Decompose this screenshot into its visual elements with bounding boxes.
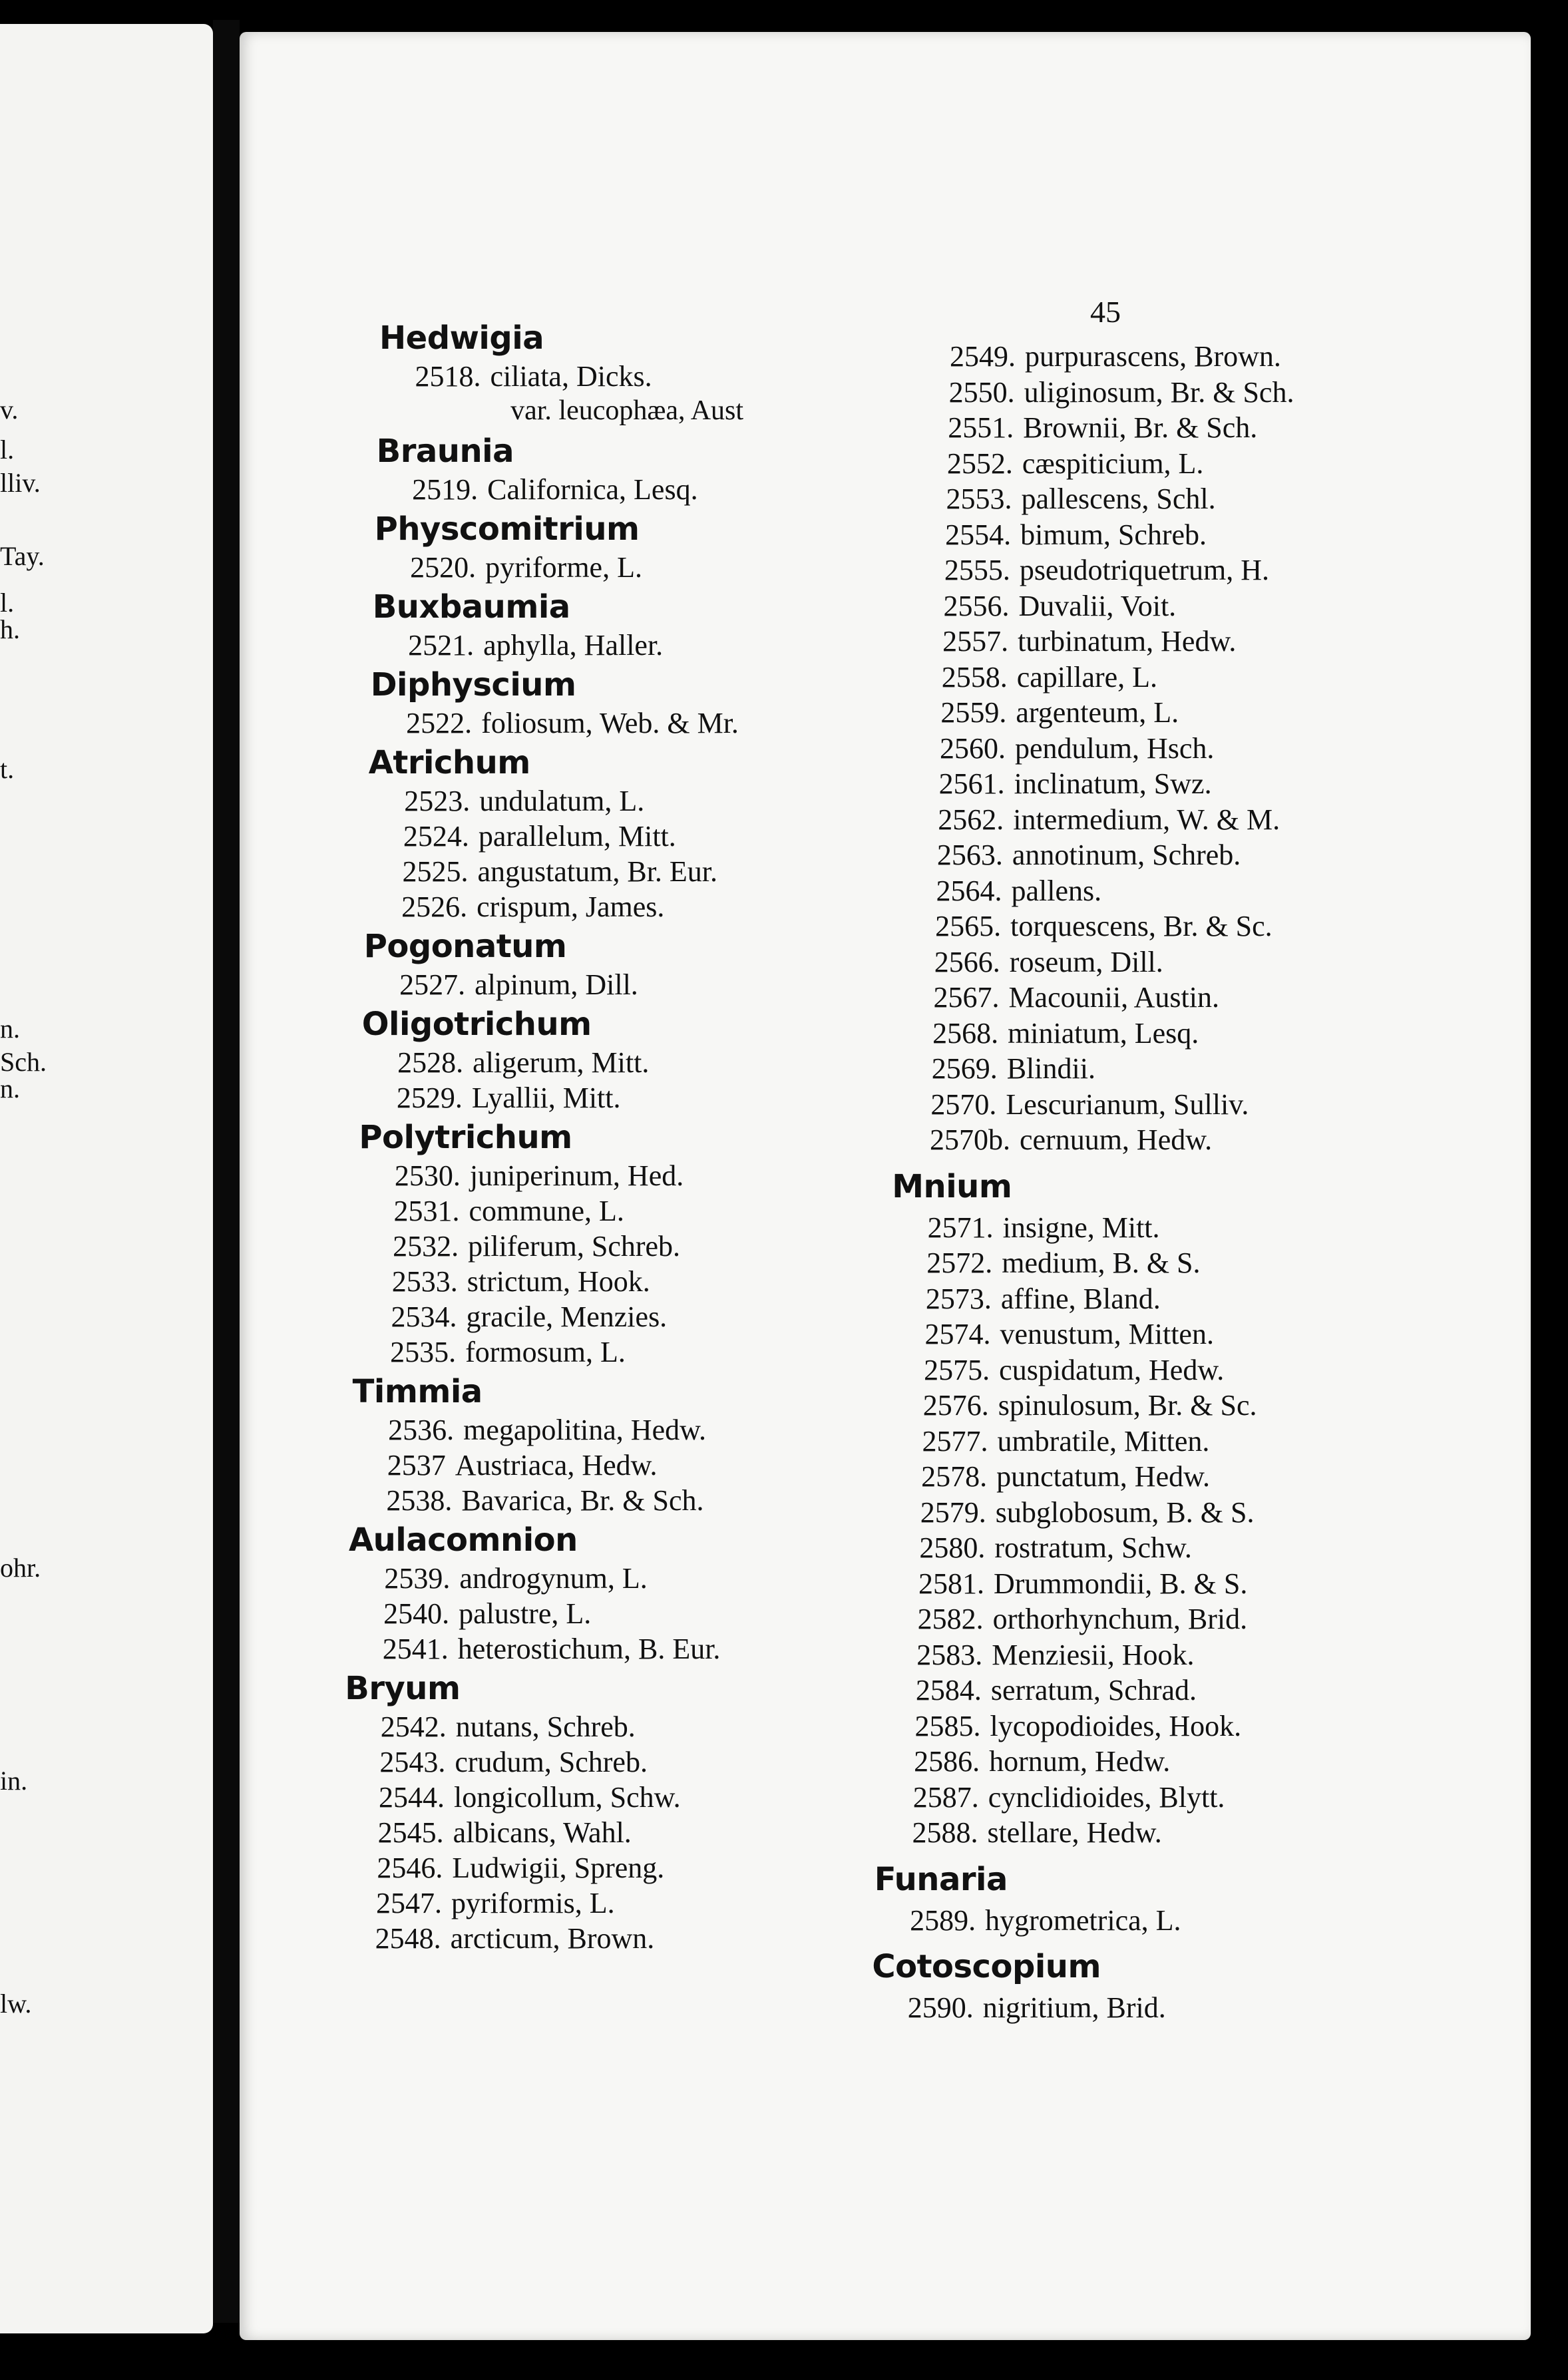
genus-heading: Polytrichum bbox=[359, 1119, 572, 1156]
species-number: 2561. bbox=[938, 767, 1005, 800]
species-number: 2546. bbox=[377, 1852, 443, 1884]
genus-heading: Diphyscium bbox=[370, 666, 576, 703]
species-name: megapolitina, Hedw. bbox=[463, 1414, 707, 1446]
species-name: rostratum, Schw. bbox=[994, 1531, 1192, 1564]
species-number: 2550. bbox=[948, 375, 1015, 409]
species-number: 2587. bbox=[912, 1780, 979, 1814]
species-number: 2589. bbox=[910, 1903, 976, 1937]
species-entry bbox=[406, 706, 739, 740]
genus-heading: Buxbaumia bbox=[372, 588, 570, 626]
species-number: 2564. bbox=[936, 874, 1002, 907]
species-name: foliosum, Web. & Mr. bbox=[481, 707, 739, 739]
species-name: aphylla, Haller. bbox=[483, 629, 664, 662]
species-number: 2583. bbox=[916, 1638, 983, 1671]
book-gutter bbox=[213, 20, 240, 2323]
species-entry bbox=[915, 1709, 1242, 1743]
species-name: Drummondii, B. & S. bbox=[993, 1567, 1248, 1600]
species-entry bbox=[932, 1052, 1095, 1086]
species-name: arcticum, Brown. bbox=[450, 1922, 655, 1955]
species-name: crispum, James. bbox=[477, 891, 665, 923]
species-entry bbox=[397, 1046, 649, 1080]
species-number: 2582. bbox=[917, 1603, 984, 1635]
species-entry bbox=[949, 375, 1294, 409]
species-number: 2545. bbox=[377, 1816, 444, 1849]
species-number: 2524. bbox=[403, 820, 469, 853]
left-page-fragment: Sch. bbox=[0, 1047, 47, 1077]
left-page-fragment: l. bbox=[0, 435, 15, 465]
species-name: Lyallii, Mitt. bbox=[471, 1082, 621, 1114]
species-number: 2530. bbox=[394, 1159, 461, 1192]
species-entry bbox=[391, 1300, 667, 1334]
species-name: Duvalii, Voit. bbox=[1018, 589, 1177, 622]
species-entry bbox=[942, 624, 1236, 658]
species-name: Blindii. bbox=[1006, 1052, 1095, 1085]
species-number: 2543. bbox=[379, 1746, 446, 1778]
species-entry bbox=[910, 1903, 1181, 1937]
left-page-fragment: n. bbox=[0, 1074, 20, 1103]
species-name: Californica, Lesq. bbox=[487, 473, 698, 506]
species-name: Lescurianum, Sulliv. bbox=[1006, 1088, 1249, 1121]
species-number: 2542. bbox=[380, 1710, 447, 1743]
species-name: medium, B. & S. bbox=[1002, 1247, 1201, 1279]
species-number: 2566. bbox=[934, 945, 1000, 978]
species-entry bbox=[933, 980, 1219, 1014]
species-number: 2577. bbox=[922, 1424, 988, 1458]
species-entry bbox=[918, 1567, 1247, 1601]
species-number: 2535. bbox=[390, 1336, 457, 1368]
species-entry bbox=[946, 482, 1216, 516]
left-page-fragment: lw. bbox=[0, 1989, 32, 2019]
species-entry bbox=[388, 1413, 706, 1447]
species-entry bbox=[935, 909, 1273, 943]
species-number: 2552. bbox=[946, 447, 1013, 480]
species-number: 2555. bbox=[944, 554, 1010, 586]
species-number: 2565. bbox=[935, 910, 1002, 942]
species-number: 2576. bbox=[922, 1389, 989, 1422]
left-page-fragment: t. bbox=[0, 754, 15, 784]
species-number: 2571. bbox=[927, 1211, 994, 1244]
species-entry bbox=[375, 1921, 655, 1955]
species-number: 2570. bbox=[930, 1088, 997, 1121]
species-number: 2522. bbox=[406, 707, 473, 739]
species-number: 2556. bbox=[943, 589, 1010, 622]
species-name: undulatum, L. bbox=[479, 785, 645, 817]
species-entry bbox=[913, 1780, 1225, 1814]
species-name: gracile, Menzies. bbox=[466, 1300, 668, 1333]
species-entry bbox=[415, 359, 652, 393]
species-entry bbox=[393, 1229, 680, 1263]
species-number: 2574. bbox=[924, 1318, 991, 1350]
species-entry bbox=[379, 1780, 681, 1814]
species-name: androgynum, L. bbox=[459, 1562, 648, 1595]
species-entry bbox=[945, 518, 1207, 552]
species-entry bbox=[393, 1194, 624, 1228]
species-number: 2581. bbox=[918, 1567, 984, 1600]
species-entry bbox=[939, 767, 1212, 801]
page-number: 45 bbox=[1090, 295, 1121, 329]
species-name: aligerum, Mitt. bbox=[473, 1046, 650, 1079]
species-name: bimum, Schreb. bbox=[1020, 518, 1207, 551]
species-entry bbox=[930, 1123, 1212, 1157]
species-entry bbox=[384, 1561, 647, 1595]
genus-heading: Braunia bbox=[376, 433, 514, 470]
species-entry bbox=[916, 1638, 1194, 1672]
species-entry bbox=[926, 1246, 1200, 1280]
left-page-fragment: v. bbox=[0, 395, 19, 425]
species-name: cuspidatum, Hedw. bbox=[999, 1353, 1225, 1386]
species-number: 2579. bbox=[920, 1495, 986, 1529]
species-name: subglobosum, B. & S. bbox=[995, 1495, 1255, 1529]
species-name: inclinatum, Swz. bbox=[1014, 767, 1212, 800]
species-number: 2586. bbox=[914, 1745, 980, 1778]
species-name: Macounii, Austin. bbox=[1008, 981, 1219, 1014]
species-entry bbox=[390, 1335, 626, 1369]
species-name: pseudotriquetrum, H. bbox=[1019, 554, 1269, 586]
left-page-fragment: n. bbox=[0, 1014, 20, 1044]
species-name: hygrometrica, L. bbox=[985, 1903, 1181, 1937]
species-number: 2548. bbox=[375, 1922, 441, 1955]
species-number: 2539. bbox=[384, 1562, 451, 1595]
species-name: orthorhynchum, Brid. bbox=[992, 1603, 1248, 1635]
species-entry bbox=[377, 1851, 664, 1885]
species-entry bbox=[386, 1484, 703, 1517]
species-name: palustre, L. bbox=[459, 1597, 592, 1630]
species-number: 2518. bbox=[415, 360, 481, 393]
species-name: strictum, Hook. bbox=[467, 1265, 650, 1298]
species-entry bbox=[916, 1673, 1197, 1707]
species-number: 2529. bbox=[396, 1082, 463, 1114]
species-entry bbox=[925, 1317, 1214, 1351]
genus-heading: Timmia bbox=[352, 1373, 483, 1410]
species-name: purpurascens, Brown. bbox=[1025, 340, 1281, 373]
species-number: 2573. bbox=[925, 1282, 992, 1315]
species-name: Ludwigii, Spreng. bbox=[452, 1852, 665, 1884]
species-number: 2557. bbox=[942, 625, 1009, 658]
species-number: 2580. bbox=[919, 1531, 986, 1564]
species-number: 2558. bbox=[941, 660, 1008, 694]
genus-heading: Bryum bbox=[345, 1670, 461, 1707]
species-name: pyriformis, L. bbox=[451, 1887, 615, 1919]
species-name: cæspiticium, L. bbox=[1022, 447, 1204, 480]
species-entry bbox=[381, 1710, 636, 1744]
species-name: insigne, Mitt. bbox=[1002, 1211, 1160, 1244]
species-entry bbox=[399, 968, 638, 1002]
species-name: annotinum, Schreb. bbox=[1012, 839, 1241, 871]
species-number: 2559. bbox=[940, 696, 1007, 729]
species-number: 2523. bbox=[404, 785, 471, 817]
left-page-fragment: h. bbox=[0, 614, 20, 644]
species-entry bbox=[412, 473, 697, 506]
species-name: torquescens, Br. & Sc. bbox=[1010, 910, 1273, 942]
species-name: heterostichum, B. Eur. bbox=[457, 1633, 721, 1665]
species-number: 2537 bbox=[387, 1449, 446, 1482]
species-number: 2572. bbox=[926, 1247, 993, 1279]
species-number: 2562. bbox=[938, 803, 1004, 836]
genus-heading: Mnium bbox=[892, 1167, 1012, 1205]
species-name: affine, Bland. bbox=[1000, 1282, 1161, 1315]
left-page-fragment: l. bbox=[0, 588, 15, 618]
left-page-fragment: ohr. bbox=[0, 1553, 41, 1583]
species-entry bbox=[938, 803, 1280, 837]
left-page-fragment: Tay. bbox=[0, 541, 45, 571]
species-name: uliginosum, Br. & Sch. bbox=[1024, 375, 1294, 409]
species-number: 2527. bbox=[399, 968, 466, 1001]
species-name: intermedium, W. & M. bbox=[1013, 803, 1280, 836]
species-number: 2526. bbox=[401, 891, 468, 923]
species-entry bbox=[383, 1632, 721, 1666]
species-number: 2541. bbox=[382, 1633, 449, 1665]
species-entry bbox=[383, 1597, 591, 1631]
species-name: stellare, Hedw. bbox=[987, 1816, 1162, 1849]
species-number: 2534. bbox=[391, 1300, 457, 1333]
species-name: formosum, L. bbox=[465, 1336, 626, 1368]
species-entry bbox=[387, 1448, 658, 1482]
species-entry bbox=[950, 339, 1281, 373]
species-name: ciliata, Dicks. bbox=[490, 360, 652, 393]
species-number: 2536. bbox=[388, 1414, 455, 1446]
species-entry bbox=[376, 1886, 615, 1920]
species-number: 2575. bbox=[924, 1353, 990, 1386]
species-entry bbox=[408, 628, 663, 662]
species-number: 2569. bbox=[931, 1052, 998, 1085]
species-name: alpinum, Dill. bbox=[475, 968, 638, 1001]
species-entry bbox=[918, 1602, 1248, 1636]
species-number: 2544. bbox=[379, 1781, 445, 1814]
species-number: 2578. bbox=[921, 1460, 988, 1493]
species-entry bbox=[395, 1159, 684, 1193]
species-number: 2519. bbox=[412, 473, 479, 506]
species-number: 2525. bbox=[402, 855, 469, 888]
genus-heading: Cotoscopium bbox=[872, 1948, 1101, 1985]
species-entry bbox=[937, 838, 1241, 872]
species-entry bbox=[392, 1265, 650, 1298]
species-name: Bavarica, Br. & Sch. bbox=[461, 1484, 704, 1517]
species-entry bbox=[944, 553, 1269, 587]
species-number: 2560. bbox=[939, 731, 1006, 765]
species-number: 2567. bbox=[933, 981, 1000, 1014]
species-number: 2521. bbox=[408, 629, 475, 662]
species-name: serratum, Schrad. bbox=[990, 1674, 1197, 1706]
species-entry bbox=[943, 589, 1176, 623]
species-entry bbox=[402, 855, 717, 889]
species-name: cernuum, Hedw. bbox=[1019, 1123, 1213, 1156]
species-name: umbratile, Mitten. bbox=[997, 1424, 1210, 1458]
species-entry bbox=[940, 731, 1214, 765]
left-page-fragment: in. bbox=[0, 1766, 28, 1796]
species-entry bbox=[914, 1744, 1170, 1778]
species-number: 2547. bbox=[375, 1887, 442, 1919]
species-entry bbox=[921, 1460, 1210, 1493]
species-entry bbox=[923, 1388, 1257, 1422]
genus-heading: Physcomitrium bbox=[374, 510, 640, 548]
species-entry bbox=[397, 1081, 621, 1115]
species-name: cynclidioides, Blytt. bbox=[988, 1780, 1225, 1814]
left-page-fragments bbox=[0, 24, 213, 2333]
species-entry bbox=[940, 695, 1179, 729]
variety-line: var. leucophæa, Aust bbox=[510, 395, 744, 426]
species-name: commune, L. bbox=[469, 1195, 624, 1227]
species-entry bbox=[926, 1282, 1161, 1316]
species-name: pallens. bbox=[1011, 874, 1102, 907]
species-entry bbox=[378, 1816, 632, 1850]
species-number: 2588. bbox=[912, 1816, 978, 1849]
species-name: nigritium, Brid. bbox=[982, 1991, 1166, 2024]
species-entry bbox=[934, 945, 1163, 979]
genus-heading: Oligotrichum bbox=[361, 1006, 592, 1043]
species-name: Menziesii, Hook. bbox=[992, 1638, 1195, 1671]
species-number: 2538. bbox=[386, 1484, 453, 1517]
species-name: turbinatum, Hedw. bbox=[1018, 625, 1237, 658]
left-page-fragment: lliv. bbox=[0, 468, 41, 498]
genus-heading: Funaria bbox=[874, 1860, 1008, 1898]
species-name: hornum, Hedw. bbox=[989, 1745, 1171, 1778]
species-number: 2540. bbox=[383, 1597, 450, 1630]
species-name: pyriforme, L. bbox=[485, 551, 642, 584]
species-entry bbox=[932, 1016, 1199, 1050]
species-name: juniperinum, Hed. bbox=[469, 1159, 684, 1192]
species-name: pendulum, Hsch. bbox=[1014, 731, 1215, 765]
genus-heading: Pogonatum bbox=[363, 928, 567, 965]
species-number: 2528. bbox=[397, 1046, 464, 1079]
species-number: 2585. bbox=[914, 1709, 981, 1742]
species-name: capillare, L. bbox=[1016, 660, 1158, 694]
species-name: roseum, Dill. bbox=[1009, 945, 1163, 978]
species-entry bbox=[410, 550, 642, 584]
species-entry bbox=[908, 1991, 1166, 2025]
genus-heading: Atrichum bbox=[368, 744, 530, 781]
species-entry bbox=[912, 1816, 1161, 1850]
main-page bbox=[240, 32, 1531, 2340]
species-name: longicollum, Schw. bbox=[454, 1781, 681, 1814]
species-entry bbox=[924, 1353, 1224, 1387]
species-number: 2551. bbox=[948, 411, 1014, 444]
species-entry bbox=[404, 784, 644, 818]
genus-heading: Aulacomnion bbox=[348, 1521, 578, 1559]
species-number: 2590. bbox=[907, 1991, 974, 2024]
species-name: nutans, Schreb. bbox=[455, 1710, 636, 1743]
species-name: punctatum, Hedw. bbox=[996, 1460, 1211, 1493]
species-number: 2533. bbox=[391, 1265, 458, 1298]
species-name: spinulosum, Br. & Sc. bbox=[998, 1389, 1257, 1422]
left-page bbox=[0, 24, 213, 2333]
species-name: Brownii, Br. & Sch. bbox=[1023, 411, 1258, 444]
species-number: 2532. bbox=[393, 1230, 459, 1263]
species-name: pallescens, Schl. bbox=[1021, 483, 1216, 515]
species-number: 2584. bbox=[915, 1674, 982, 1706]
species-entry bbox=[922, 1424, 1209, 1458]
species-number: 2563. bbox=[936, 839, 1003, 871]
species-name: venustum, Mitten. bbox=[1000, 1318, 1214, 1350]
species-name: albicans, Wahl. bbox=[453, 1816, 632, 1849]
species-entry bbox=[379, 1745, 648, 1779]
species-number: 2568. bbox=[932, 1016, 999, 1050]
species-name: miniatum, Lesq. bbox=[1008, 1016, 1199, 1050]
species-name: angustatum, Br. Eur. bbox=[477, 855, 718, 888]
species-name: argenteum, L. bbox=[1016, 696, 1179, 729]
species-entry bbox=[936, 874, 1102, 908]
species-name: Austriaca, Hedw. bbox=[455, 1449, 658, 1482]
genus-heading: Hedwigia bbox=[379, 319, 544, 357]
species-entry bbox=[920, 1495, 1255, 1529]
species-name: parallelum, Mitt. bbox=[478, 820, 676, 853]
species-entry bbox=[942, 660, 1157, 694]
species-number: 2520. bbox=[410, 551, 477, 584]
species-entry bbox=[948, 411, 1257, 445]
species-entry bbox=[947, 447, 1204, 481]
species-number: 2531. bbox=[393, 1195, 460, 1227]
species-entry bbox=[928, 1211, 1160, 1245]
species-name: crudum, Schreb. bbox=[455, 1746, 648, 1778]
species-name: piliferum, Schreb. bbox=[468, 1230, 681, 1263]
species-number: 2549. bbox=[950, 340, 1016, 373]
species-number: 2570b. bbox=[929, 1123, 1010, 1156]
species-entry bbox=[919, 1531, 1192, 1565]
species-entry bbox=[403, 819, 676, 853]
species-entry bbox=[930, 1088, 1249, 1121]
species-name: lycopodioides, Hook. bbox=[990, 1709, 1242, 1742]
species-entry bbox=[401, 890, 664, 924]
species-number: 2553. bbox=[946, 483, 1012, 515]
species-number: 2554. bbox=[945, 518, 1012, 551]
